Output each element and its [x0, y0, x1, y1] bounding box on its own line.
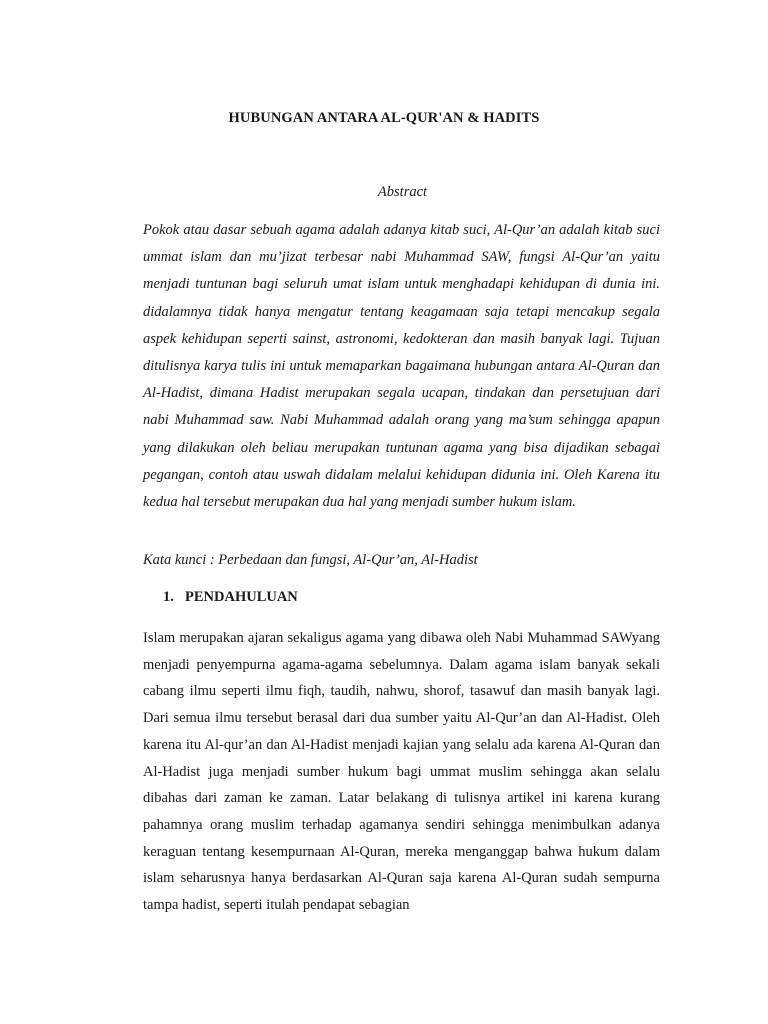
section-heading	[163, 589, 298, 606]
keywords: Kata kunci : Perbedaan dan fungsi, Al-Qur’an, Al-Hadist	[143, 552, 478, 568]
document-title: HUBUNGAN ANTARA AL-QUR'AN & HADITS	[228, 110, 540, 126]
abstract-heading: Abstract	[377, 184, 428, 200]
section-number: 1.	[163, 589, 174, 605]
section-title: PENDAHULUAN	[185, 589, 298, 605]
introduction-body: Islam merupakan ajaran sekaligus agama yang dibawa oleh Nabi Muhammad SAWyang menjadi penyempurna agama-agama sebelumnya. Dalam agama islam banyak sekali cabang ilmu seperti ilmu fiqh, taudih, nahwu, shorof, tasawuf dan masih banyak lagi. Dari semua ilmu tersebut berasal dari dua sumber yaitu Al-Qur’an dan Al-Hadist. Oleh karena itu Al-qur’an dan Al-Hadist menjadi kajian yang selalu ada karena Al-Quran dan Al-Hadist juga menjadi sumber hukum bagi ummat muslim sehingga akan selalu dibahas dari zaman ke zaman. Latar belakang di tulisnya artikel ini karena kurang pahamnya orang muslim terhadap agamanya sendiri sehingga menimbulkan adanya keraguan tentang kesempurnaan Al-Quran, mereka menganggap bahwa hukum dalam islam seharusnya hanya berdasarkan Al-Quran saja karena Al-Quran sudah sempurna tampa hadist, seperti itulah pendapat sebagian	[143, 630, 660, 914]
abstract-body: Pokok atau dasar sebuah agama adalah adanya kitab suci, Al-Qur’an adalah kitab suci ummat islam dan mu’jizat terbesar nabi Muhammad SAW, fungsi Al-Qur’an yaitu menjadi tuntunan bagi seluruh umat islam untuk menghadapi kehidupan di dunia ini. didalamnya tidak hanya mengatur tentang keagamaan saja tetapi mencakup segala aspek kehidupan seperti sainst, astronomi, kedokteran dan masih banyak lagi. Tujuan ditulisnya karya tulis ini untuk memaparkan bagaimana hubungan antara Al-Quran dan Al-Hadist, dimana Hadist merupakan segala ucapan, tindakan dan persetujuan dari nabi Muhammad saw. Nabi Muhammad adalah orang yang ma’sum sehingga apapun yang dilakukan oleh beliau merupakan tuntunan agama yang bisa dijadikan sebagai pegangan, contoh atau uswah didalam melalui kehidupan didunia ini. Oleh Karena itu kedua hal tersebut merupakan dua hal yang menjadi sumber hukum islam.	[143, 222, 660, 511]
